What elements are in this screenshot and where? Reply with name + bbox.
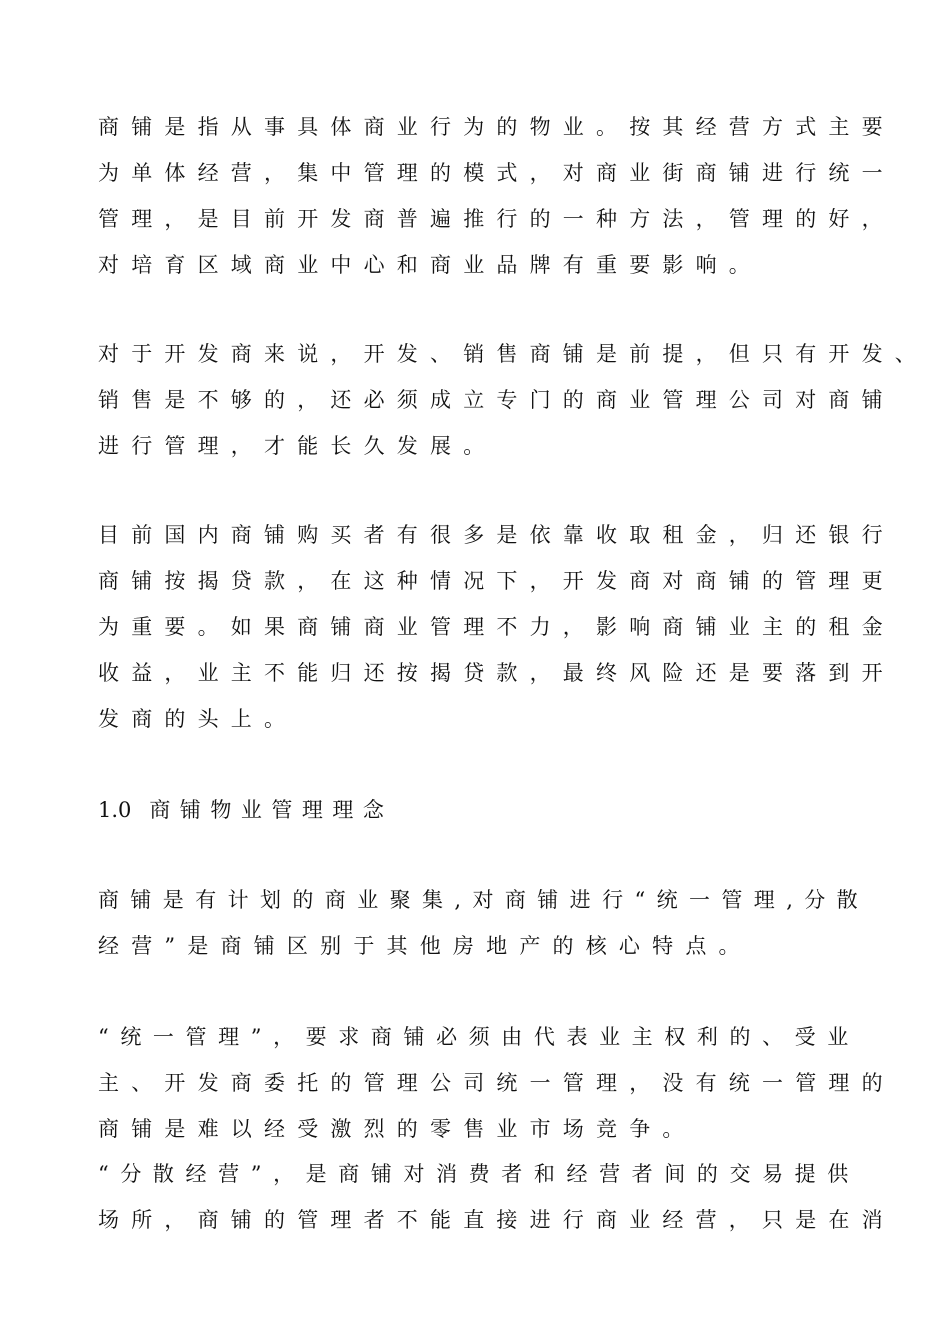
paragraph-5-line-1: 商铺是有计划的商业聚集,对商铺进行“统一管理,分散 [98, 888, 870, 912]
paragraph-6-line-1: “统一管理”，要求商铺必须由代表业主权利的、受业 [98, 1025, 860, 1049]
paragraph-6-line-4: “分散经营”，是商铺对消费者和经营者间的交易提供 [98, 1162, 860, 1186]
paragraph-1-line-1: 商铺是指从事具体商业行为的物业。按其经营方式主要 [98, 115, 895, 139]
paragraph-1-line-2: 为单体经营，集中管理的模式，对商业街商铺进行统一 [98, 161, 895, 185]
paragraph-1-line-3: 管理，是目前开发商普遍推行的一种方法，管理的好， [98, 207, 895, 231]
paragraph-1-line-4: 对培育区域商业中心和商业品牌有重要影响。 [98, 253, 762, 277]
paragraph-2-line-2: 销售是不够的，还必须成立专门的商业管理公司对商铺 [98, 388, 895, 412]
section-number: 1.0 [98, 798, 132, 822]
section-heading [98, 797, 393, 823]
paragraph-6-line-5: 场所，商铺的管理者不能直接进行商业经营，只是在消 [98, 1208, 895, 1232]
paragraph-6-line-2: 主、开发商委托的管理公司统一管理，没有统一管理的 [98, 1071, 895, 1095]
paragraph-5-line-2: 经营”是商铺区别于其他房地产的核心特点。 [98, 934, 752, 958]
paragraph-2-line-3: 进行管理，才能长久发展。 [98, 434, 497, 458]
paragraph-3-line-5: 发商的头上。 [98, 707, 298, 731]
paragraph-3-line-3: 为重要。如果商铺商业管理不力，影响商铺业主的租金 [98, 615, 895, 639]
paragraph-3-line-1: 目前国内商铺购买者有很多是依靠收取租金，归还银行 [98, 523, 895, 547]
section-title: 商铺物业管理理念 [149, 798, 394, 822]
paragraph-3-line-2: 商铺按揭贷款，在这种情况下，开发商对商铺的管理更 [98, 569, 895, 593]
paragraph-6-line-3: 商铺是难以经受激烈的零售业市场竞争。 [98, 1117, 696, 1141]
paragraph-3-line-4: 收益，业主不能归还按揭贷款，最终风险还是要落到开 [98, 661, 895, 685]
paragraph-2-line-1: 对于开发商来说，开发、销售商铺是前提，但只有开发、 [98, 342, 928, 366]
